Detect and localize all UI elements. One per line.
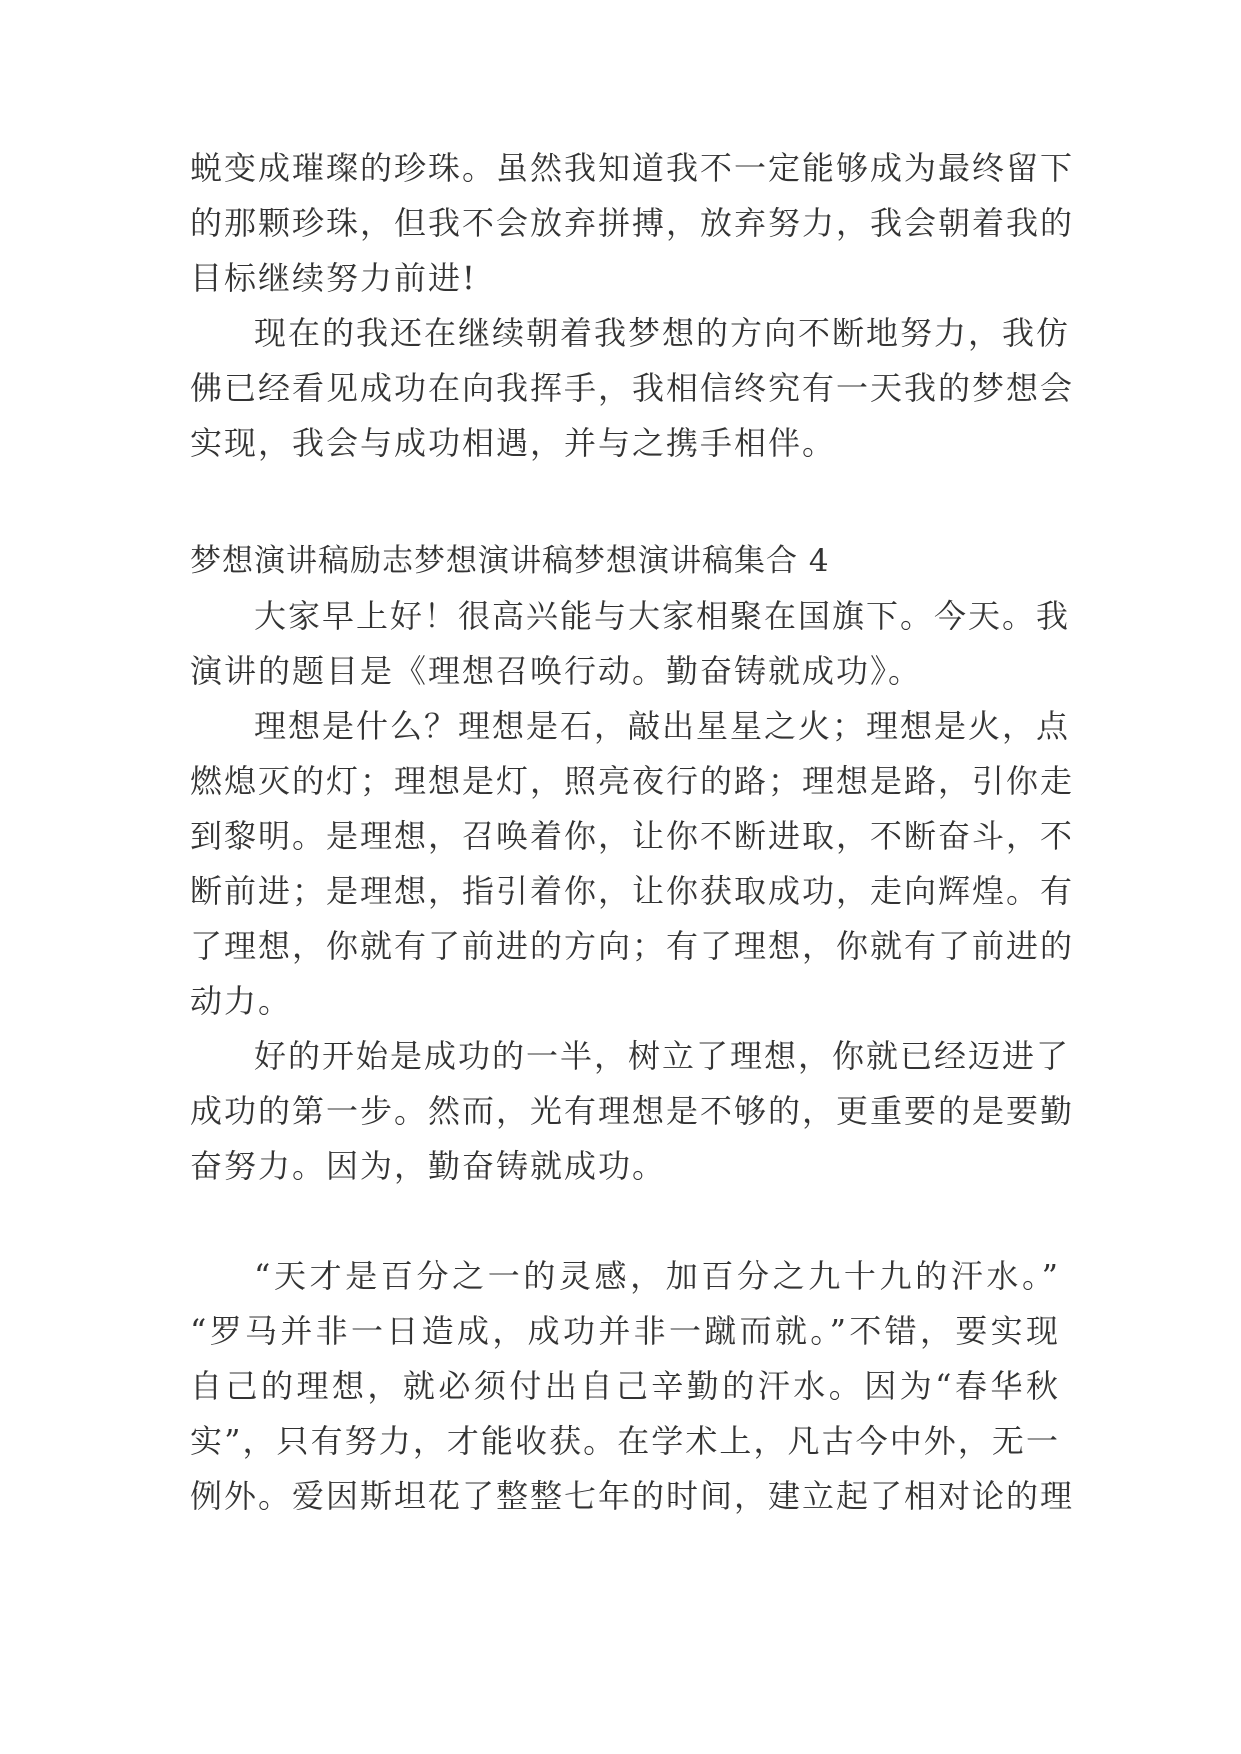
text-line: 实现，我会与成功相遇，并与之携手相伴。 xyxy=(190,424,837,462)
text-line: 现在的我还在继续朝着我梦想的方向不断地努力，我仿 xyxy=(254,314,1071,352)
text-line: 好的开始是成功的一半，树立了理想，你就已经迈进了 xyxy=(254,1037,1071,1075)
text-line: 自己的理想，就必须付出自己辛勤的汗水。因为“春华秋 xyxy=(190,1367,1060,1405)
text-line: 实”，只有努力，才能收获。在学术上，凡古今中外，无一 xyxy=(190,1422,1060,1460)
text-line: 例外。爱因斯坦花了整整七年的时间，建立起了相对论的理 xyxy=(190,1477,1075,1515)
text-line: 燃熄灭的灯；理想是灯，照亮夜行的路；理想是路，引你走 xyxy=(190,762,1075,800)
text-line: “罗马并非一日造成，成功并非一蹴而就。”不错，要实现 xyxy=(190,1312,1060,1350)
text-line: 断前进；是理想，指引着你，让你获取成功，走向辉煌。有 xyxy=(190,872,1075,910)
text-line: 到黎明。是理想，召唤着你，让你不断进取，不断奋斗，不 xyxy=(190,817,1075,855)
text-line: 佛已经看见成功在向我挥手，我相信终究有一天我的梦想会 xyxy=(190,369,1075,407)
text-line: “天才是百分之一的灵感，加百分之九十九的汗水。” xyxy=(254,1257,1060,1295)
text-line: 奋努力。因为，勤奋铸就成功。 xyxy=(190,1147,667,1185)
text-line: 了理想，你就有了前进的方向；有了理想，你就有了前进的 xyxy=(190,927,1075,965)
text-line: 成功的第一步。然而，光有理想是不够的，更重要的是要勤 xyxy=(190,1092,1075,1130)
text-line: 理想是什么？理想是石，敲出星星之火；理想是火，点 xyxy=(254,707,1071,745)
text-line: 目标继续努力前进! xyxy=(190,259,477,297)
section-heading: 梦想演讲稿励志梦想演讲稿梦想演讲稿集合 4 xyxy=(190,543,830,579)
text-line: 演讲的题目是《理想召唤行动。勤奋铸就成功》。 xyxy=(190,652,923,690)
text-line: 的那颗珍珠，但我不会放弃拼搏，放弃努力，我会朝着我的 xyxy=(190,204,1075,242)
text-line: 蜕变成璀璨的珍珠。虽然我知道我不一定能够成为最终留下 xyxy=(190,149,1075,187)
text-line: 动力。 xyxy=(190,982,293,1020)
text-line: 大家早上好！很高兴能与大家相聚在国旗下。今天。我 xyxy=(254,597,1071,635)
